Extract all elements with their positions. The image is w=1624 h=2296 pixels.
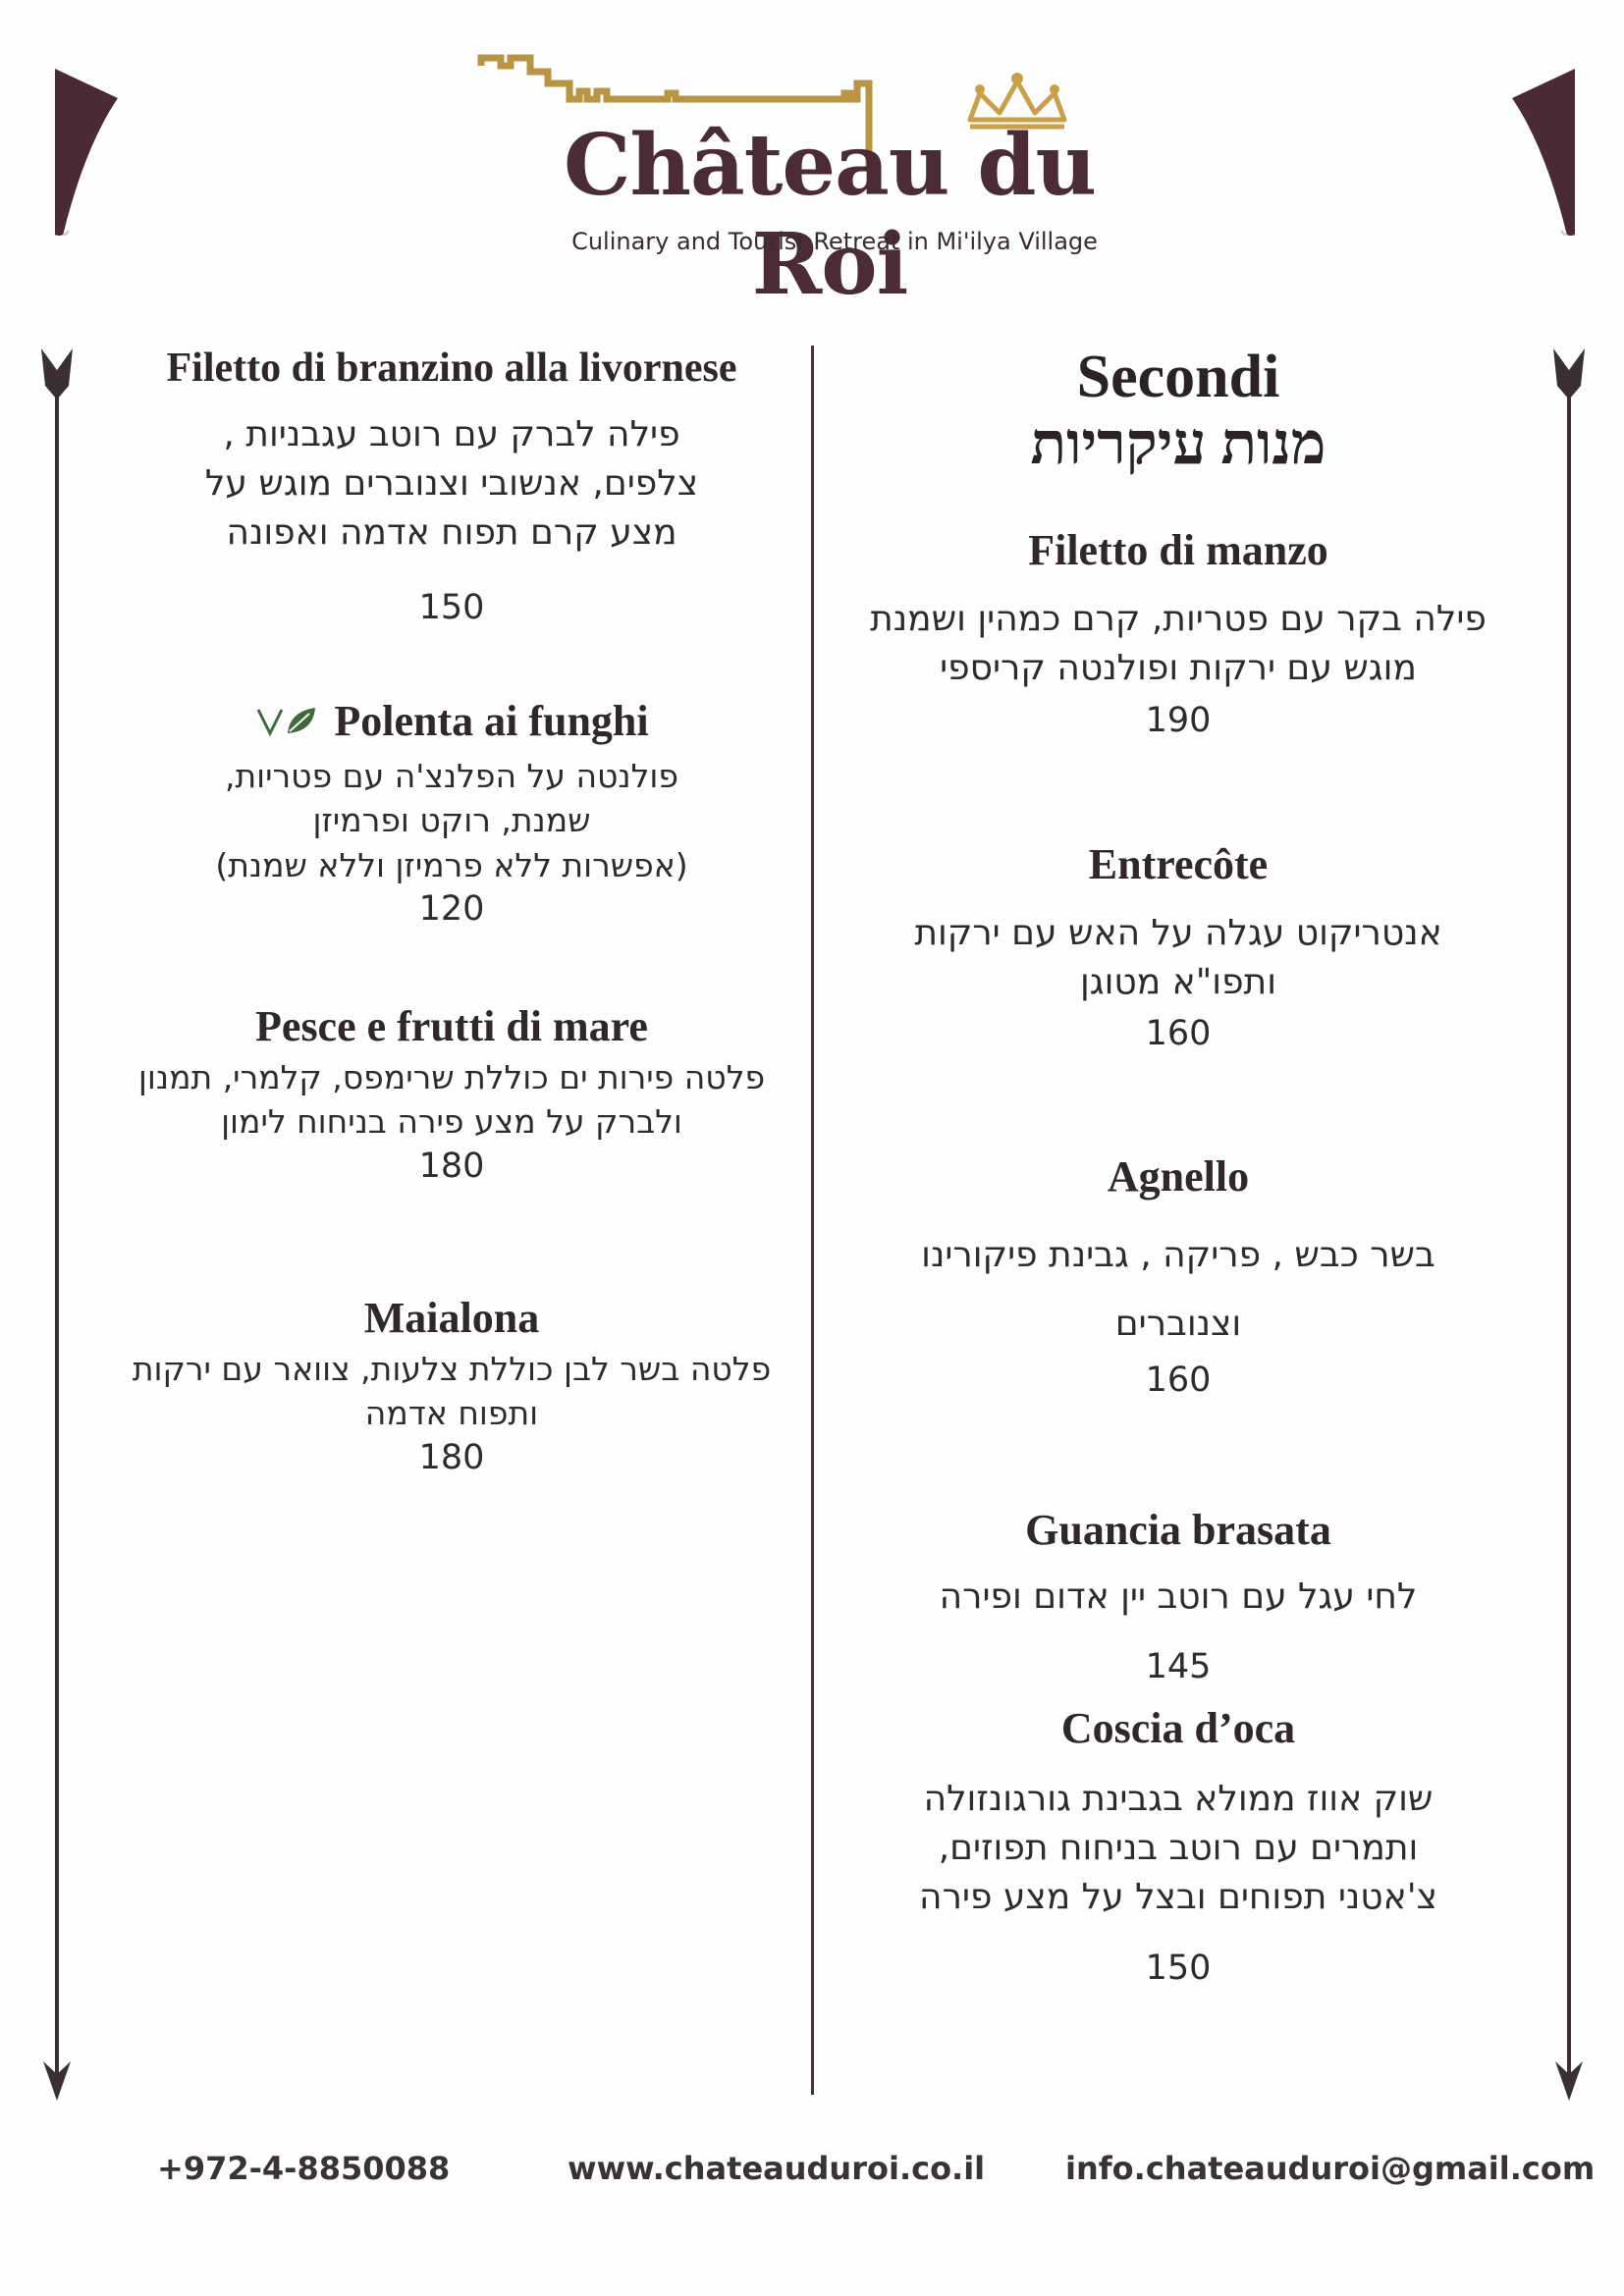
item-price: 145 bbox=[1145, 1646, 1212, 1686]
item-description: פלטה בשר לבן כוללת צלעות, צוואר עם ירקות ותפוח אדמה bbox=[132, 1349, 772, 1433]
footer-email-link[interactable]: info.chateauduroi@gmail.com bbox=[1065, 2150, 1596, 2187]
menu-item bbox=[844, 1703, 1512, 1991]
item-description: בשר כבש , פריקה , גבינת פיקורינו וצנוברים bbox=[921, 1234, 1435, 1344]
item-price: 190 bbox=[1145, 700, 1212, 740]
footer-phone[interactable]: +972-4-8850088 bbox=[157, 2150, 451, 2187]
right-column bbox=[844, 344, 1512, 1992]
item-name: Polenta ai funghi bbox=[334, 696, 649, 745]
item-description: שוק אווז ממולא בגבינת גורגונזולה ותמרים עם רוטב בניחוח תפוזים, צ'אטני תפוחים ובצל על מצע פירה bbox=[919, 1779, 1437, 1917]
item-price: 160 bbox=[1145, 1360, 1212, 1400]
item-description: פלטה פירות ים כוללת שרימפס, קלמרי, תמנון ולברק על מצע פירה בניחוח לימון bbox=[137, 1057, 766, 1142]
item-description: פילה לברק עם רוטב עגבניות , צלפים, אנשובי וצנוברים מוגש על מצע קרם תפוח אדמה ואפונה bbox=[204, 414, 699, 553]
item-price: 150 bbox=[418, 588, 485, 628]
item-description: פולנטה על הפלנצ'ה עם פטריות, שמנת, רוקט ופרמיזן bbox=[225, 756, 678, 840]
item-name: Guancia brasata bbox=[1025, 1506, 1331, 1555]
item-description: אנטריקוט עגלה על האש עם ירקות ותפו"א מטוגן bbox=[914, 912, 1442, 1002]
menu-item bbox=[844, 1151, 1512, 1404]
right-arrow-line-icon bbox=[1551, 348, 1587, 2106]
footer-website-link[interactable]: www.chateauduroi.co.il bbox=[568, 2150, 986, 2187]
item-price: 180 bbox=[418, 1146, 485, 1186]
item-description: לחי עגל עם רוטב יין אדום ופירה bbox=[939, 1576, 1418, 1618]
item-name: Filetto di manzo bbox=[1028, 526, 1328, 575]
menu-item bbox=[118, 1001, 785, 1189]
item-name-row bbox=[118, 696, 785, 748]
vegan-leaf-icon bbox=[254, 704, 323, 737]
item-name: Entrecôte bbox=[1088, 840, 1269, 889]
menu-item bbox=[118, 1293, 785, 1480]
brand-tagline: Culinary and Tourist Retreat in Mi'ilya Village bbox=[571, 228, 1098, 255]
column-divider bbox=[811, 346, 814, 2095]
item-name: Agnello bbox=[1107, 1151, 1250, 1201]
menu-item bbox=[844, 839, 1512, 1057]
right-drape-icon bbox=[1512, 69, 1575, 236]
item-name: Coscia d’oca bbox=[1060, 1704, 1296, 1753]
item-description: פילה בקר עם פטריות, קרם כמהין ושמנת מוגש עם ירקות ופולנטה קריספי bbox=[870, 599, 1487, 688]
left-arrow-line-icon bbox=[39, 348, 75, 2106]
menu-item bbox=[118, 344, 785, 631]
menu-item bbox=[844, 1505, 1512, 1689]
item-price: 160 bbox=[1145, 1014, 1212, 1054]
menu-item bbox=[118, 696, 785, 933]
brand-name: Château du Roi bbox=[564, 116, 1096, 314]
section-title: Secondi bbox=[1076, 344, 1280, 410]
item-name: Maialona bbox=[363, 1294, 540, 1343]
item-name: Filetto di branzino alla livornese bbox=[166, 346, 737, 391]
left-drape-icon bbox=[55, 69, 118, 236]
item-price: 180 bbox=[418, 1438, 485, 1478]
item-note: (אפשרות ללא פרמיזן וללא שמנת) bbox=[215, 845, 688, 884]
left-column bbox=[118, 344, 785, 1481]
item-price: 120 bbox=[418, 889, 485, 930]
item-price: 150 bbox=[1145, 1949, 1212, 1989]
section-title-hebrew: מנות עיקריות bbox=[1030, 411, 1326, 477]
item-name: Pesce e frutti di mare bbox=[255, 1001, 648, 1050]
menu-item bbox=[844, 525, 1512, 743]
